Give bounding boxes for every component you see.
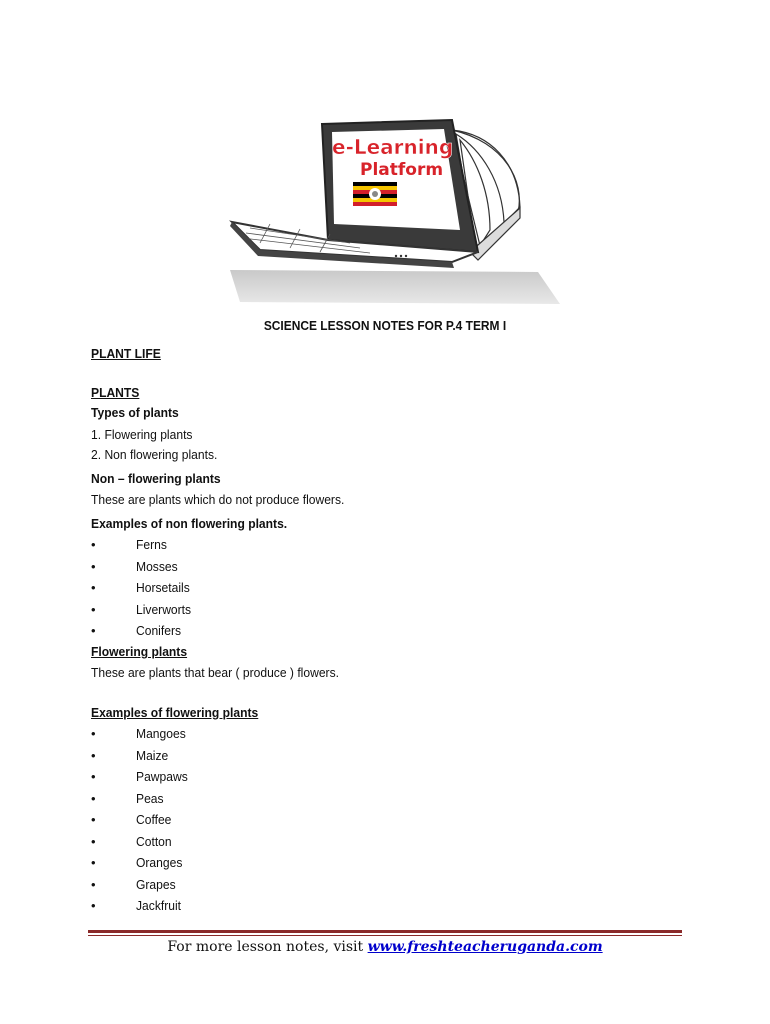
list-item: Mangoes xyxy=(136,726,186,741)
footer-divider xyxy=(88,930,682,933)
logo-line1: e-Learning xyxy=(332,135,454,159)
bullet-icon: • xyxy=(91,726,96,741)
list-item: Liverworts xyxy=(136,602,192,617)
non-flowering-heading: Non – flowering plants xyxy=(91,471,221,486)
flowering-examples-heading: Examples of flowering plants xyxy=(91,705,259,720)
bullet-icon: • xyxy=(91,559,96,574)
type-item-1: 1. Flowering plants xyxy=(91,427,193,442)
bullet-icon: • xyxy=(91,537,96,552)
list-item: Maize xyxy=(136,748,169,763)
list-item: Grapes xyxy=(136,877,176,892)
footer-text: For more lesson notes, visit xyxy=(167,939,368,955)
bullet-icon: • xyxy=(91,855,96,870)
bullet-icon: • xyxy=(91,748,96,763)
bullet-icon: • xyxy=(91,791,96,806)
list-item: Oranges xyxy=(136,855,183,870)
flowering-heading: Flowering plants xyxy=(91,644,188,659)
logo-line2: Platform xyxy=(360,160,444,180)
type-item-2: 2. Non flowering plants. xyxy=(91,447,218,462)
bullet-icon: • xyxy=(91,580,96,595)
bullet-icon: • xyxy=(91,812,96,827)
non-flowering-examples-heading: Examples of non flowering plants. xyxy=(91,516,288,531)
list-item: Mosses xyxy=(136,559,178,574)
list-item: Horsetails xyxy=(136,580,190,595)
list-item: Jackfruit xyxy=(136,898,182,913)
e-learning-platform-logo xyxy=(220,112,570,312)
list-item: Cotton xyxy=(136,834,172,849)
page-title: SCIENCE LESSON NOTES FOR P.4 TERM I xyxy=(263,318,507,333)
bullet-icon: • xyxy=(91,877,96,892)
footer xyxy=(0,939,770,955)
section-heading-plant-life: PLANT LIFE xyxy=(91,346,161,361)
types-heading: Types of plants xyxy=(91,405,179,420)
footer-link[interactable]: www.freshteacheruganda.com xyxy=(367,939,603,955)
list-item: Peas xyxy=(136,791,164,806)
non-flowering-definition: These are plants which do not produce flowers. xyxy=(91,492,345,507)
list-item: Ferns xyxy=(136,537,167,552)
list-item: Pawpaws xyxy=(136,769,188,784)
bullet-icon: • xyxy=(91,602,96,617)
footer-divider-thin xyxy=(88,935,682,936)
list-item: Conifers xyxy=(136,623,182,638)
bullet-icon: • xyxy=(91,834,96,849)
bullet-icon: • xyxy=(91,769,96,784)
bullet-icon: • xyxy=(91,623,96,638)
uganda-flag-icon xyxy=(353,182,397,206)
flowering-definition: These are plants that bear ( produce ) flowers. xyxy=(91,665,339,680)
list-item: Coffee xyxy=(136,812,172,827)
bullet-icon: • xyxy=(91,898,96,913)
logo-shadow xyxy=(230,270,560,304)
plants-heading: PLANTS xyxy=(91,385,140,400)
